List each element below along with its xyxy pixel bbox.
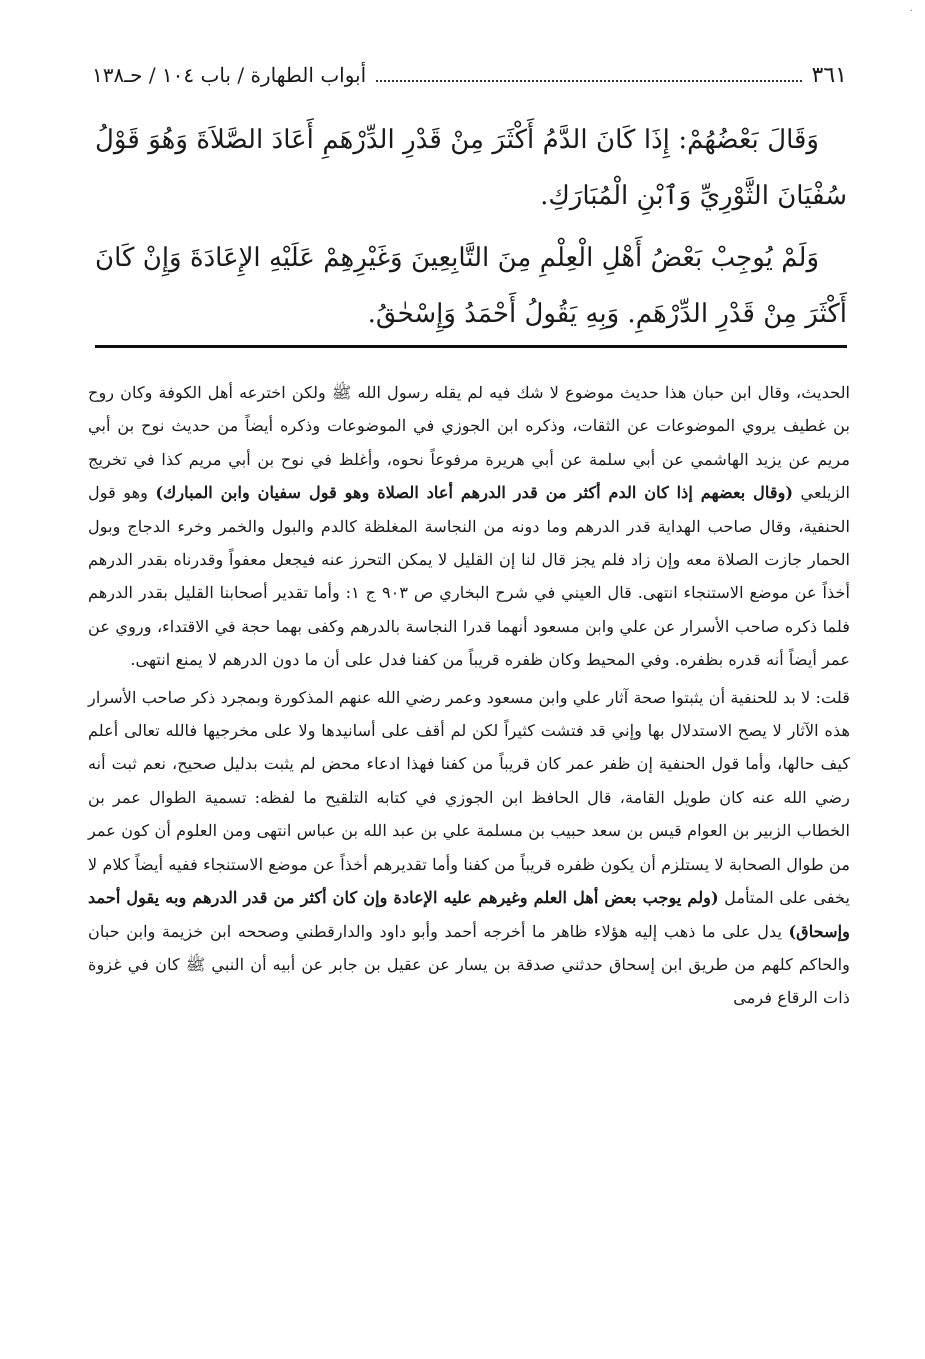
page-header [92,58,847,92]
commentary-text-segment: يدل على ما ذهب إليه هؤلاء ظاهر ما أخرجه أحمد وأبو داود والدارقطني وصححه ابن خزيمة وابن حبان والحاكم كلهم من طريق ابن إسحاق حدثني صدقة بن يسار عن عقيل بن جابر عن أبيه أن النبي ﷺ كان في غزوة ذات الرقاع فرمى [88,921,850,1008]
quoted-matn: (ولم يوجب بعض أهل العلم وغيرهم عليه الإعادة وإن كان أكثر من قدر الدرهم وبه يقول أحمد وإسحاق) [88,888,850,941]
scan-mark: · [909,6,913,17]
commentary-text-segment: الحديث، وقال ابن حبان هذا حديث موضوع لا شك فيه لم يقله رسول الله ﷺ ولكن اخترعه أهل الكوفة وكان روح بن غطيف يروي الموضوعات عن الثقات، وذكره ابن الجوزي في الموضوعات وذكره أيضاً من حديث نوح بن أبي مريم عن يزيد الهاشمي عن أبي سلمة عن أبي هريرة مرفوعاً نحوه، وأغلظ في نوح بن أبي مريم كذا في تخريج الزيلعي [88,383,850,503]
commentary-text [88,376,850,1015]
separator-rule [95,345,847,348]
commentary-text-segment: قلت: لا بد للحنفية أن يثبتوا صحة آثار علي وابن مسعود وعمر رضي الله عنهم المذكورة وبمجرد ذكر صاحب الأسرار هذه الآثار لا يصح الاستدلال بها وإني قد فتشت كثيراً لكن لم أقف على أسانيدها ولا على مخرجيها فالله تعالى أعلم كيف حالها، وأما قول الحنفية إن ظفر عمر كان قريباً من كفنا فهذا ادعاء محض لم يثبت بدليل صحيح، نعم ثبت أنه رضي الله عنه كان طويل القامة، قال الحافظ ابن الجوزي في كتابه التلقيح ما لفظه: تسمية الطوال عمر بن الخطاب الزبير بن العوام قيس بن سعد حبيب بن مسلمة علي بن عبد الله بن عباس انتهى ومن العلوم أن كون عمر من طوال الصحابة لا يستلزم أن يكون ظفره قريباً من كفنا وأما تقديرهم أخذاً عن موضع الاستنجاء ففيه أيضاً كلام لا يخفى على المتأمل [88,687,850,908]
running-title: أبواب الطهارة / باب ١٠٤ / حـ١٣٨ [92,63,367,87]
hadith-text [95,112,847,348]
main-paragraph-2: وَلَمْ يُوجِبْ بَعْضُ أَهْلِ الْعِلْمِ مِنَ التَّابِعِينَ وَغَيْرِهِمْ عَلَيْهِ الإِعَادَةَ وَإِنْ كَانَ أَكْثَرَ مِنْ قَدْرِ الدِّرْهَمِ. وَبِهِ يَقُولُ أَحْمَدُ وَإِسْحٰقُ. [95,243,847,329]
commentary-paragraph-2 [88,681,850,1015]
quoted-matn: (وقال بعضهم إذا كان الدم أكثر من قدر الدرهم أعاد الصلاة وهو قول سفيان وابن المبارك) [155,483,794,503]
dotted-leader [376,68,801,82]
commentary-paragraph-1 [88,376,850,677]
main-paragraph-1: وَقَالَ بَعْضُهُمْ: إِذَا كَانَ الدَّمُ أَكْثَرَ مِنْ قَدْرِ الدِّرْهَمِ أَعَادَ الصَّلاَةَ وَهُوَ قَوْلُ سُفْيَانَ الثَّوْرِيِّ وَٱبْنِ الْمُبَارَكِ. [95,125,847,211]
page-number: ٣٦١ [811,62,847,88]
commentary-text-segment: وهو قول الحنفية، وقال صاحب الهداية قدر الدرهم وما دونه من النجاسة المغلظة كالدم والبول والخمر وخرء الدجاج وبول الحمار جازت الصلاة معه وإن زاد فلم يجز قال لنا إن القليل لا يمكن التحرز عنه فيجعل معفواً وقدرناه بقدر الدرهم أخذاً عن موضع الاستنجاء انتهى. قال العيني في شرح البخاري ص ٩٠٣ ج ١: وأما تقدير أصحابنا القليل بقدر الدرهم فلما ذكره صاحب الأسرار عن علي وابن مسعود أنهما قدرا النجاسة بالدرهم وكفى بهما حجة في الاقتداء، وروي عن عمر أيضاً أنه قدره بظفره. وفي المحيط وكان ظفره قريباً من كفنا فدل على أن ما دون الدرهم لا يمنع انتهى. [88,483,850,670]
